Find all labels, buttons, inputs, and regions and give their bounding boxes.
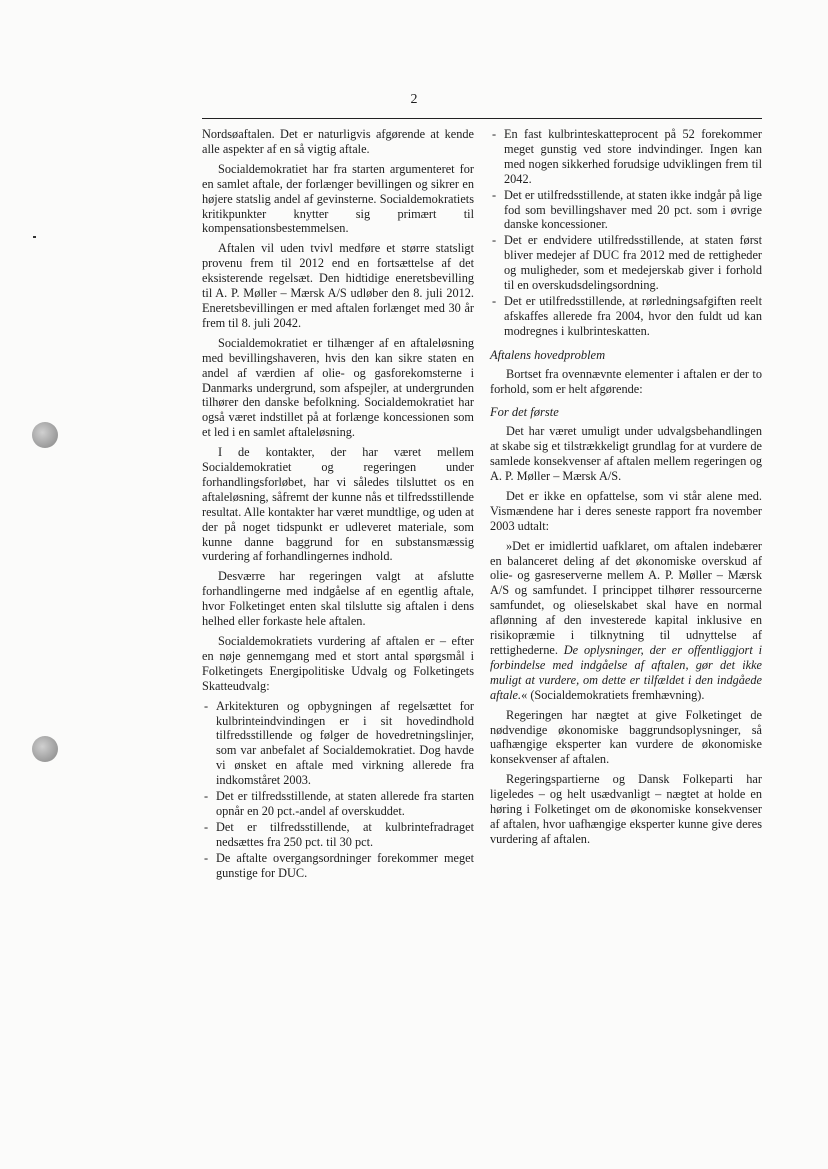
- list-item: - En fast kulbrinteskatteprocent på 52 forekommer meget gunstig ved store indvindinger. Ingen kan med nogen sikkerhed forudsige udviklingen frem til 2042.: [490, 127, 762, 187]
- list-item: - Det er tilfredsstillende, at kulbrintefradraget nedsættes fra 250 pct. til 30 pct.: [202, 820, 474, 850]
- section-heading: Aftalens hovedproblem: [490, 347, 606, 362]
- paragraph: Regeringen har nægtet at give Folketinget de nødvendige økonomiske baggrundsoplysninger, så uafhængige eksperter kan vurdere de økonomiske konsekvenser af aftalen.: [490, 707, 762, 767]
- assessment-list: [202, 699, 474, 881]
- list-item: - De aftalte overgangsordninger forekommer meget gunstige for DUC.: [202, 851, 474, 881]
- quote-emphasis: De oplysninger, der er offentliggjort i forbindelse med indgåelse af aftalen, gør det ikke muligt at vurdere, om dette er tilfældet i den indgåede aftale.: [490, 643, 763, 702]
- list-item: - Det er utilfredsstillende, at rørledningsafgiften reelt afskaffes allerede fra 2004, hvor den fuldt ud kan modregnes i kulbrinteskatten.: [490, 294, 762, 339]
- header-rule: [202, 118, 762, 119]
- paragraph: Desværre har regeringen valgt at afslutte forhandlingerne med indgåelse af en egentlig aftale, hvor Folketinget enten skal tilslutte sig aftalen i dens helhed eller forkaste hele aftalen.: [202, 569, 474, 629]
- paragraph: Det har været umuligt under udvalgsbehandlingen at skabe sig et tilstrækkeligt grundlag for at vurdere de samlede konsekvenser af aftalen mellem regeringen og A. P. Møller – Mærsk A/S.: [490, 424, 762, 484]
- list-item: - Det er tilfredsstillende, at staten allerede fra starten opnår en 20 pct.-andel af overskuddet.: [202, 789, 474, 819]
- right-column: [490, 127, 762, 852]
- paragraph: Socialdemokratiet er tilhænger af en aftaleløsning med bevillingshaveren, hvis den kan sikre staten en andel af værdien af olie- og gasforekomsterne i Danmarks undergrund, som afspejler, at undergrunden tilhører den danske befolkning. Socialdemokratiet har også været indstillet på at forlænge koncessionen som et led i en samlet aftaleløsning.: [202, 335, 474, 440]
- left-column: [202, 127, 474, 887]
- paragraph: Bortset fra ovennævnte elementer i aftalen er der to forhold, som er helt afgørende:: [490, 366, 762, 396]
- quote-text: »Det er imidlertid uafklaret, om aftalen indebærer en balanceret deling af det økonomiske overskud af olie- og gasreserverne mellem A. P. Møller – Mærsk A/S og samfundet. I princippet tilhører ressourcerne samfundet, og olieselskabet skal have en normal aflønning af den investerede kapital inklusive en risikopræmie i tilknytning til udnyttelse af rettighederne.: [490, 538, 762, 657]
- punch-hole: [32, 736, 58, 762]
- paragraph: Det er ikke en opfattelse, som vi står alene med. Vismændene har i deres seneste rapport fra november 2003 udtalt:: [490, 488, 762, 533]
- paragraph: Socialdemokratiet har fra starten argumenteret for en samlet aftale, der forlænger bevillingen og sikrer en højere statslig andel af gevinsterne. Socialdemokratiets kritikpunkter knytter sig primært til kompensationsbestemmelsen.: [202, 161, 474, 236]
- paragraph: Nordsøaftalen. Det er naturligvis afgørende at kende alle aspekter af en så vigtig aftale.: [202, 127, 474, 156]
- section-heading: For det første: [490, 405, 559, 420]
- quote-end: « (Socialdemokratiets fremhævning).: [521, 687, 705, 702]
- list-item: - Arkitekturen og opbygningen af regelsættet for kulbrinteindvindingen er i sit hovedindhold tilfredsstillende og følger de hovedretningslinjer, som var anbefalet af Socialdemokratiet. Dog havde vi ønsket en aftale med virkning allerede fra indkomståret 2003.: [202, 699, 474, 788]
- scan-speck: [33, 236, 36, 238]
- list-item: - Det er utilfredsstillende, at staten ikke indgår på lige fod som bevillingshaver med 20 pct. som i øvrige danske koncessioner.: [490, 188, 762, 233]
- paragraph: Aftalen vil uden tvivl medføre et større statsligt provenu frem til 2012 end en fortsættelse af det eksisterende regelsæt. Den hidtidige eneretsbevilling til A. P. Møller – Mærsk A/S udløber den 8. juli 2012. Eneretsbevillingen er med aftalen forlænget med 30 år frem til 8. juli 2042.: [202, 241, 474, 330]
- paragraph: Regeringspartierne og Dansk Folkeparti har ligeledes – og helt usædvanligt – nægtet at holde en høring i Folketinget om de økonomiske konsekvenser af aftalen, hvor uafhængige eksperter kunne give deres vurdering af aftalen.: [490, 772, 762, 846]
- punch-hole: [32, 422, 58, 448]
- paragraph: Socialdemokratiets vurdering af aftalen er – efter en nøje gennemgang med et stort antal spørgsmål i Folketingets Energipolitiske Udvalg og Folketingets Skatteudvalg:: [202, 634, 474, 693]
- quote-paragraph: [490, 539, 762, 703]
- list-item: - Det er endvidere utilfredsstillende, at staten først bliver medejer af DUC fra 2012 med de rettigheder og muligheder, som et medejerskab giver i forhold til en overskudsdelingsordning.: [490, 233, 762, 293]
- paragraph: I de kontakter, der har været mellem Socialdemokratiet og regeringen under forhandlingsforløbet, har vi således tilsluttet os en aftaleløsning, såfremt der kunne nås et tilfredsstillende resultat. Alle kontakter har været mundtlige, og uden at der på noget tidspunkt er udleveret materiale, som kunne danne baggrund for en substansmæssig vurdering af forhandlingernes indhold.: [202, 445, 474, 564]
- assessment-list-continued: [490, 127, 762, 339]
- page-number: 2: [410, 92, 418, 107]
